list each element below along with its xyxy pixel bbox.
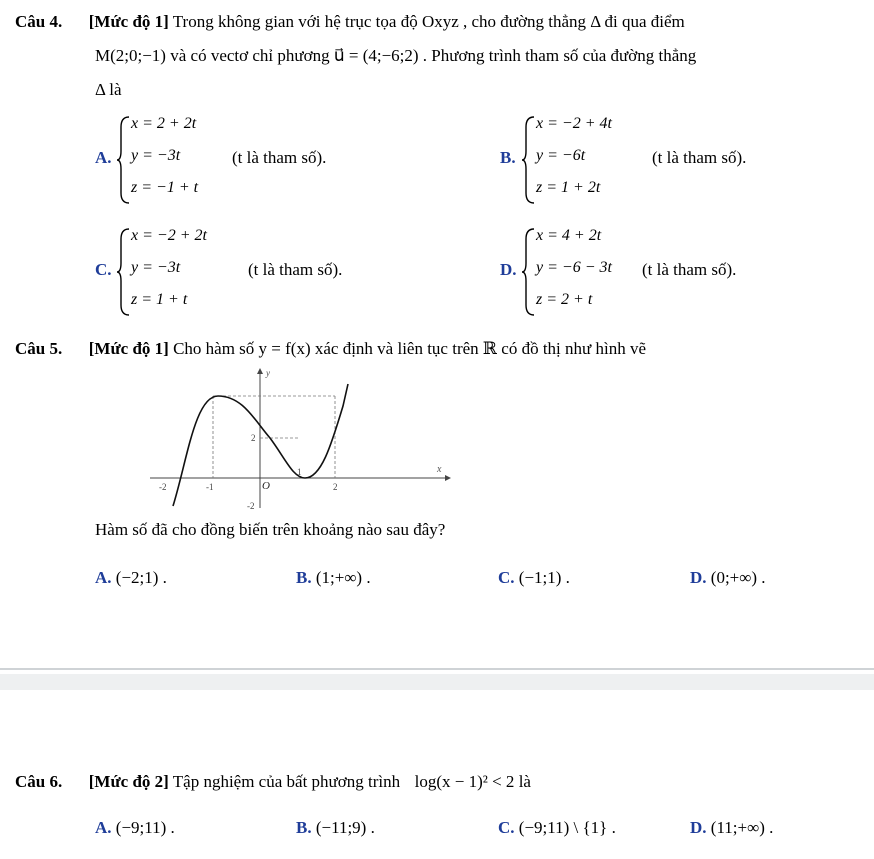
x-axis-label: x: [437, 464, 442, 475]
q6-option-b-letter: B.: [296, 818, 312, 837]
q5-option-d-letter: D.: [690, 568, 707, 587]
q6-option-a-letter: A.: [95, 818, 112, 837]
q4-a-eq1: x = 2 + 2t: [131, 115, 197, 132]
q5-option-c[interactable]: [498, 568, 570, 588]
q5-option-c-letter: C.: [498, 568, 515, 587]
page-divider: [0, 668, 874, 670]
q4-a-param: (t là tham số).: [232, 148, 327, 167]
q6-expression: log(x − 1)² < 2: [414, 772, 515, 791]
q4-text-line2: M(2;0;−1) và có vectơ chỉ phương u⃗ = (4;−6;2) . Phương trình tham số của đường thẳng: [95, 46, 697, 65]
q4-d-eq3: z = 2 + t: [536, 291, 593, 308]
brace-icon: [522, 115, 536, 205]
q4-option-b-letter[interactable]: B.: [500, 148, 516, 167]
brace-icon: [117, 227, 131, 317]
q4-b-eq2: y = −6t: [536, 147, 586, 164]
page-break-band: [0, 674, 874, 690]
q6-option-c-text: (−9;11) \ {1} .: [518, 818, 616, 837]
brace-icon: [522, 227, 536, 317]
q4-text-line3: Δ là: [95, 80, 122, 99]
q4-c-eq2: y = −3t: [131, 259, 181, 276]
q5-option-a[interactable]: [95, 568, 167, 588]
q6-text-before: Tập nghiệm của bất phương trình: [172, 772, 401, 791]
q4-c-eq1: x = −2 + 2t: [131, 227, 207, 244]
brace-icon: [117, 115, 131, 205]
q4-d-param: (t là tham số).: [642, 260, 737, 279]
q6-option-c[interactable]: [498, 818, 616, 838]
q5-text: Cho hàm số y = f(x) xác định và liên tục trên ℝ có đồ thị như hình vẽ: [173, 339, 647, 358]
q6-level: [Mức độ 2]: [88, 772, 169, 791]
q4-d-eq1: x = 4 + 2t: [536, 227, 602, 244]
q5-number: Câu 5.: [15, 339, 63, 358]
q6-option-d[interactable]: [690, 818, 773, 838]
q4-option-d-system[interactable]: [522, 227, 642, 317]
tick-x-neg1: -1: [206, 482, 214, 492]
q5-graph: [95, 366, 455, 511]
q6-option-c-letter: C.: [498, 818, 515, 837]
q4-b-eq1: x = −2 + 4t: [536, 115, 612, 132]
tick-x-neg2: -2: [159, 482, 167, 492]
q6-option-a[interactable]: [95, 818, 175, 838]
q4-c-param: (t là tham số).: [248, 260, 343, 279]
q4-a-eq3: z = −1 + t: [131, 179, 199, 196]
q5-option-c-text: (−1;1) .: [518, 568, 570, 587]
q4-option-d-letter[interactable]: D.: [500, 260, 517, 279]
q4-option-a-letter[interactable]: A.: [95, 148, 112, 167]
q5-option-d-text: (0;+∞) .: [710, 568, 766, 587]
q4-level: [Mức độ 1]: [88, 12, 169, 31]
q5-option-d[interactable]: [690, 568, 766, 588]
q5-option-a-letter: A.: [95, 568, 112, 587]
y-axis-label: y: [266, 368, 270, 378]
q4-option-b-system[interactable]: [522, 115, 642, 205]
x-axis-arrow-icon: [445, 475, 451, 481]
tick-x-1: 1: [297, 467, 302, 477]
q4-a-eq2: y = −3t: [131, 147, 181, 164]
q4-option-a-system[interactable]: [117, 115, 227, 205]
origin-label: O: [262, 480, 270, 492]
q6-option-a-text: (−9;11) .: [115, 818, 175, 837]
q5-question: Hàm số đã cho đồng biến trên khoảng nào sau đây?: [95, 520, 446, 539]
q5-option-b-letter: B.: [296, 568, 312, 587]
q4-line1: [15, 12, 685, 32]
q6-option-d-text: (11;+∞) .: [710, 818, 774, 837]
q5-level: [Mức độ 1]: [88, 339, 169, 358]
tick-y-neg2: -2: [247, 501, 255, 511]
q6-line1: [15, 772, 531, 792]
q5-line1: [15, 339, 646, 359]
q4-b-param: (t là tham số).: [652, 148, 747, 167]
q6-option-b-text: (−11;9) .: [315, 818, 375, 837]
tick-y-2: 2: [251, 433, 256, 443]
q4-text-line1: Trong không gian với hệ trục tọa độ Oxyz , cho đường thẳng Δ đi qua điểm: [172, 12, 685, 31]
y-axis-arrow-icon: [257, 368, 263, 374]
tick-x-2: 2: [333, 482, 338, 492]
q5-option-a-text: (−2;1) .: [115, 568, 167, 587]
q6-option-b[interactable]: [296, 818, 375, 838]
q4-b-eq3: z = 1 + 2t: [536, 179, 601, 196]
q4-number: Câu 4.: [15, 12, 63, 31]
q5-option-b[interactable]: [296, 568, 371, 588]
q4-option-c-letter[interactable]: C.: [95, 260, 112, 279]
q6-option-d-letter: D.: [690, 818, 707, 837]
q4-c-eq3: z = 1 + t: [131, 291, 188, 308]
q4-d-eq2: y = −6 − 3t: [536, 259, 612, 276]
q6-number: Câu 6.: [15, 772, 63, 791]
q6-text-after: là: [518, 772, 531, 791]
q5-option-b-text: (1;+∞) .: [315, 568, 371, 587]
q4-option-c-system[interactable]: [117, 227, 237, 317]
